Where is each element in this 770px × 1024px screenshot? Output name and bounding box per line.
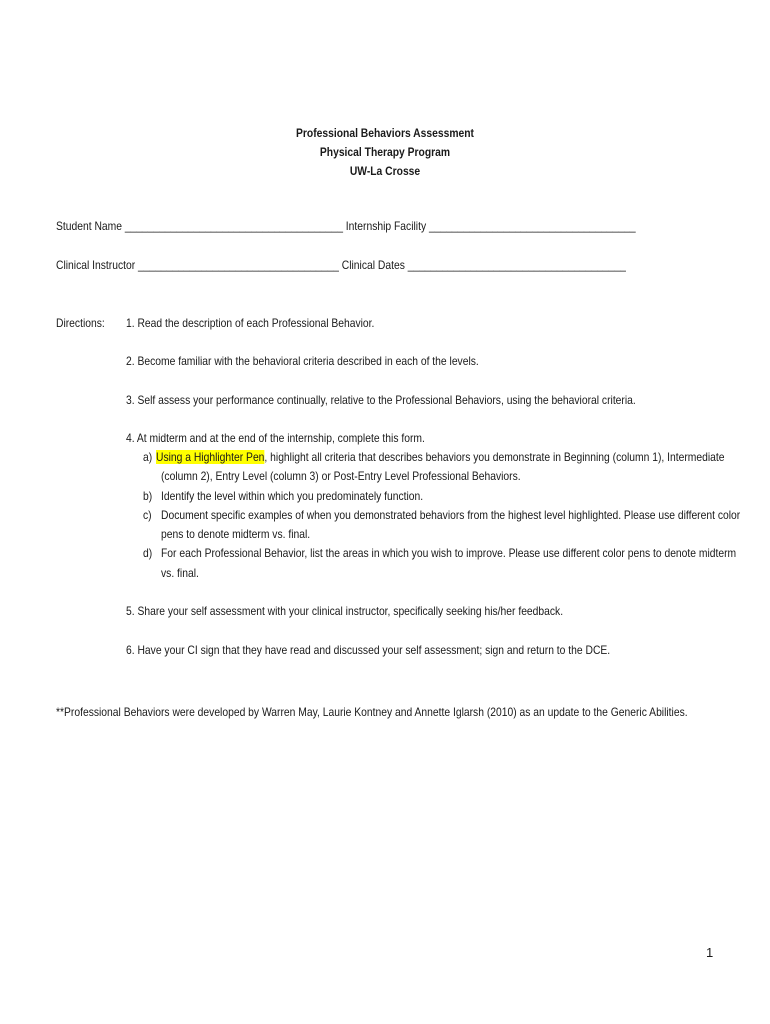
step-4a-text: , highlight all criteria that describes behaviors you demonstrate in Beginning (column 1), Intermediate [264, 450, 725, 464]
highlighter-pen-highlight: Using a Highlighter Pen [156, 450, 265, 464]
step-4d-text: For each Professional Behavior, list the areas in which you wish to improve. Please use different color pens to denote midterm [161, 546, 737, 560]
instructor-dates-row: Clinical Instructor ___________________________________ Clinical Dates ______________________________________ [56, 258, 626, 272]
step-4c-continuation: pens to denote midterm vs. final. [161, 527, 311, 541]
step-4c-marker: c) [143, 508, 152, 522]
page-number: 1 [706, 945, 714, 960]
step-4b-marker: b) [143, 489, 153, 503]
title-block [0, 124, 770, 181]
step-4a-continuation: (column 2), Entry Level (column 3) or Post-Entry Level Professional Behaviors. [161, 469, 521, 483]
step-4a-marker: a) [143, 450, 153, 464]
direction-step-6: 6. Have your CI sign that they have read and discussed your self assessment; sign and return to the DCE. [126, 643, 611, 657]
directions-label: Directions: [56, 316, 105, 330]
direction-step-2: 2. Become familiar with the behavioral criteria described in each of the levels. [126, 354, 479, 368]
direction-step-4: 4. At midterm and at the end of the internship, complete this form. [126, 431, 425, 445]
direction-step-1: 1. Read the description of each Professional Behavior. [126, 316, 375, 330]
step-4d-marker: d) [143, 546, 153, 560]
step-4a-line [156, 450, 724, 464]
direction-step-3: 3. Self assess your performance continually, relative to the Professional Behaviors, using the behavioral criteria. [126, 393, 636, 407]
program-name: Physical Therapy Program [319, 145, 451, 159]
step-4b-text: Identify the level within which you predominately function. [161, 489, 424, 503]
step-4d-continuation: vs. final. [161, 566, 199, 580]
document-title: Professional Behaviors Assessment [295, 126, 474, 140]
direction-step-5: 5. Share your self assessment with your clinical instructor, specifically seeking his/her feedback. [126, 604, 564, 618]
student-facility-row: Student Name ______________________________________ Internship Facility ____________________________________ [56, 219, 636, 233]
school-name: UW-La Crosse [349, 164, 421, 178]
footnote: **Professional Behaviors were developed by Warren May, Laurie Kontney and Annette Iglarsh (2010) as an update to the Generic Abilities. [56, 705, 688, 719]
step-4c-text: Document specific examples of when you demonstrated behaviors from the highest level highlighted. Please use different color [161, 508, 741, 522]
